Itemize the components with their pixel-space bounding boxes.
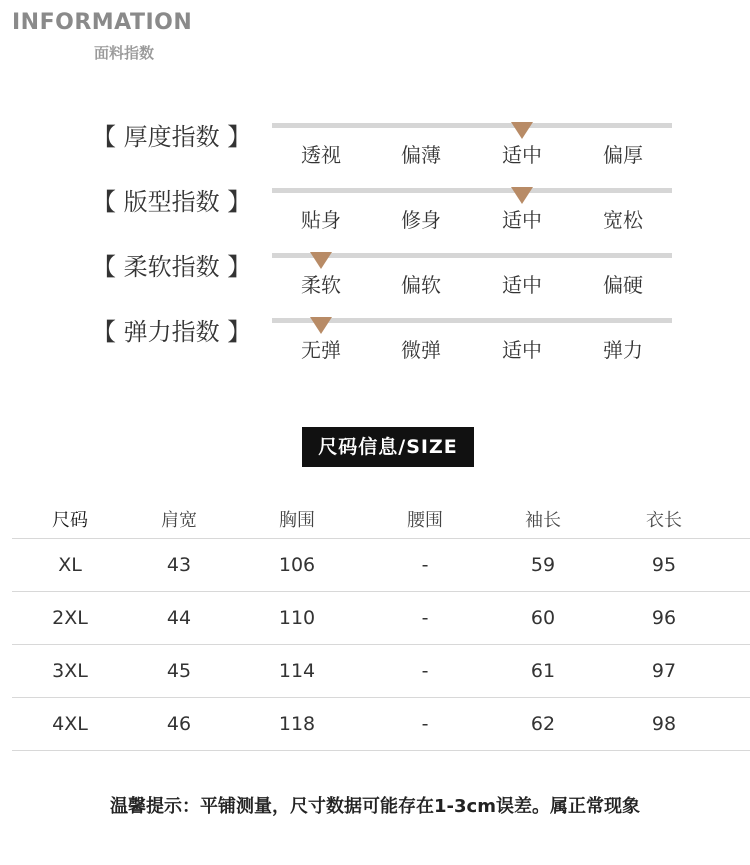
index-marker [310,317,332,334]
index-track [272,123,672,128]
option-label: 适中 [502,338,542,362]
fabric-row-fit [0,182,750,242]
column-header: 袖长 [525,510,561,531]
column-header: 腰围 [407,510,443,531]
option-label: 偏厚 [603,143,643,167]
option-label: 偏软 [401,273,441,297]
table-cell: - [421,713,429,735]
table-cell: - [421,660,429,682]
table-cell: 44 [166,607,192,629]
table-cell: 45 [166,660,192,682]
column-header: 胸围 [279,510,315,531]
option-label: 偏薄 [401,143,441,167]
fabric-row-elasticity [0,312,750,372]
index-marker [310,252,332,269]
table-cell: 60 [530,607,556,629]
index-track [272,253,672,258]
table-row [12,645,750,698]
size-section-title: 尺码信息/SIZE [302,427,474,467]
header-title: INFORMATION [12,10,193,35]
table-cell: 59 [530,554,556,576]
table-cell: 97 [651,660,677,682]
option-label: 宽松 [603,208,643,232]
table-cell: - [421,554,429,576]
table-header-row [12,500,750,539]
size-table [12,500,750,751]
fabric-label: 【 柔软指数 】 [92,253,252,281]
measurement-note: 温馨提示：平铺测量，尺寸数据可能存在1-3cm误差。属正常现象 [110,796,640,817]
header-subtitle: 面料指数 [94,44,155,62]
option-label: 柔软 [301,273,341,297]
index-marker [511,187,533,204]
table-cell: 114 [278,660,316,682]
option-label: 弹力 [603,338,643,362]
index-marker [511,122,533,139]
option-label: 适中 [502,143,542,167]
option-label: 偏硬 [603,273,643,297]
option-label: 适中 [502,208,542,232]
option-label: 适中 [502,273,542,297]
table-cell: 62 [530,713,556,735]
fabric-label: 【 厚度指数 】 [92,123,252,151]
column-header: 尺码 [52,510,88,531]
table-cell: 43 [166,554,192,576]
index-track [272,188,672,193]
table-cell: 4XL [52,713,88,735]
table-cell: 96 [651,607,677,629]
table-cell: XL [58,554,82,576]
table-cell: 3XL [52,660,88,682]
option-label: 透视 [301,143,341,167]
column-header: 衣长 [646,510,682,531]
table-cell: 106 [278,554,316,576]
fabric-label: 【 版型指数 】 [92,188,252,216]
option-label: 微弹 [401,338,441,362]
fabric-row-thickness [0,117,750,177]
table-row [12,539,750,592]
table-cell: 98 [651,713,677,735]
table-cell: 46 [166,713,192,735]
table-row [12,592,750,645]
option-label: 贴身 [301,208,341,232]
fabric-row-softness [0,247,750,307]
table-row [12,698,750,751]
fabric-label: 【 弹力指数 】 [92,318,252,346]
table-cell: 2XL [52,607,88,629]
column-header: 肩宽 [161,510,197,531]
table-cell: 118 [278,713,316,735]
index-track [272,318,672,323]
table-cell: 95 [651,554,677,576]
option-label: 无弹 [301,338,341,362]
table-cell: 61 [530,660,556,682]
table-cell: 110 [278,607,316,629]
option-label: 修身 [401,208,441,232]
table-cell: - [421,607,429,629]
